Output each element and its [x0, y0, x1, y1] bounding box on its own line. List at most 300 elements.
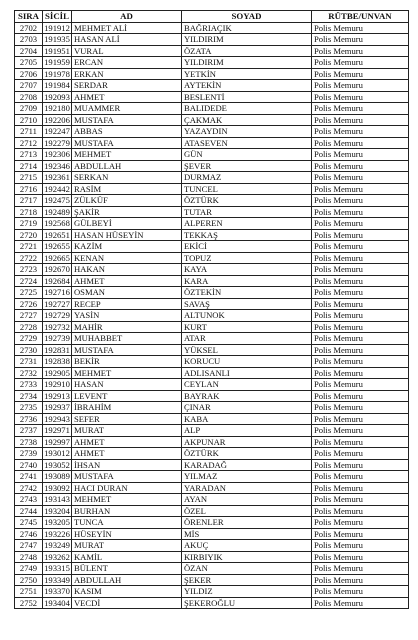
table-row — [15, 68, 409, 80]
cell-ad: SERDAR — [71, 80, 181, 92]
table-row — [15, 402, 409, 414]
table-row — [15, 321, 409, 333]
cell-sira: 2709 — [15, 103, 43, 115]
cell-rutbe: Polis Memuru — [311, 390, 408, 402]
cell-rutbe: Polis Memuru — [311, 57, 408, 69]
cell-soyad: ÖZTÜRK — [181, 195, 311, 207]
cell-sicil: 193370 — [44, 586, 70, 597]
table-row — [15, 241, 409, 253]
cell-rutbe: Polis Memuru — [311, 218, 408, 230]
table-row — [15, 356, 409, 368]
cell-rutbe: Polis Memuru — [311, 264, 408, 276]
cell-sicil: 192346 — [44, 160, 70, 171]
cell-ad: BURHAN — [71, 505, 181, 517]
cell-sira: 2725 — [15, 287, 43, 299]
cell-ad: AHMET — [71, 448, 181, 460]
cell-ad: ABDULLAH — [71, 160, 181, 172]
cell-sicil: 192665 — [44, 252, 70, 263]
cell-sicil: 192684 — [44, 275, 70, 286]
cell-rutbe: Polis Memuru — [311, 310, 408, 322]
cell-ad: RASİM — [71, 183, 181, 195]
table-row — [15, 45, 409, 57]
cell-sira: 2739 — [15, 448, 43, 460]
cell-sira: 2736 — [15, 413, 43, 425]
cell-soyad: ŞEKER — [181, 574, 311, 586]
cell-rutbe: Polis Memuru — [311, 195, 408, 207]
cell-sira: 2723 — [15, 264, 43, 276]
cell-sicil: 192475 — [44, 195, 70, 206]
cell-rutbe: Polis Memuru — [311, 321, 408, 333]
cell-sicil: 192937 — [44, 402, 70, 413]
table-row — [15, 103, 409, 115]
table-row — [15, 574, 409, 586]
cell-sicil: 192206 — [44, 114, 70, 125]
table-row — [15, 482, 409, 494]
cell-sira: 2732 — [15, 367, 43, 379]
cell-ad: HASAN — [71, 379, 181, 391]
cell-rutbe: Polis Memuru — [311, 275, 408, 287]
cell-sira: 2740 — [15, 459, 43, 471]
cell-soyad: KAYA — [181, 264, 311, 276]
cell-rutbe: Polis Memuru — [311, 172, 408, 184]
cell-ad: ABDULLAH — [71, 574, 181, 586]
cell-rutbe: Polis Memuru — [311, 114, 408, 126]
cell-ad: KASIM — [71, 586, 181, 598]
cell-soyad: YILMAZ — [181, 471, 311, 483]
cell-sira: 2737 — [15, 425, 43, 437]
cell-sicil: 193012 — [44, 448, 70, 459]
cell-ad: HASAN HÜSEYİN — [71, 229, 181, 241]
cell-sira: 2730 — [15, 344, 43, 356]
cell-sira: 2745 — [15, 517, 43, 529]
cell-ad: ERCAN — [71, 57, 181, 69]
cell-soyad: ÖZTÜRK — [181, 448, 311, 460]
cell-ad: İHSAN — [71, 459, 181, 471]
cell-soyad: YILDIRIM — [181, 57, 311, 69]
cell-rutbe: Polis Memuru — [311, 471, 408, 483]
cell-sicil: 193204 — [44, 505, 70, 516]
cell-soyad: ÖZATA — [181, 45, 311, 57]
cell-sira: 2706 — [15, 68, 43, 80]
cell-soyad: MİS — [181, 528, 311, 540]
cell-soyad: YETKİN — [181, 68, 311, 80]
cell-sira: 2733 — [15, 379, 43, 391]
cell-ad: MEHMET ALİ — [71, 22, 181, 34]
cell-sira: 2750 — [15, 574, 43, 586]
cell-sira: 2744 — [15, 505, 43, 517]
table-row — [15, 494, 409, 506]
cell-sira: 2735 — [15, 402, 43, 414]
table-row — [15, 379, 409, 391]
cell-ad: SERKAN — [71, 172, 181, 184]
cell-soyad: ŞEKEROĞLU — [181, 597, 311, 609]
cell-soyad: AKUÇ — [181, 540, 311, 552]
cell-ad: MEHMET — [71, 494, 181, 506]
cell-ad: GÜLBEYİ — [71, 218, 181, 230]
cell-rutbe: Polis Memuru — [311, 459, 408, 471]
cell-rutbe: Polis Memuru — [311, 34, 408, 46]
cell-sicil: 192716 — [44, 287, 70, 298]
table-header-row — [15, 11, 409, 23]
cell-soyad: ÖZEL — [181, 505, 311, 517]
table-row — [15, 218, 409, 230]
cell-sira: 2729 — [15, 333, 43, 345]
cell-sicil: 192670 — [44, 264, 70, 275]
cell-sicil: 192442 — [44, 183, 70, 194]
cell-soyad: KORUCU — [181, 356, 311, 368]
cell-ad: HACI DURAN — [71, 482, 181, 494]
table-row — [15, 586, 409, 598]
cell-sicil: 193205 — [44, 517, 70, 528]
cell-ad: KENAN — [71, 252, 181, 264]
cell-ad: VURAL — [71, 45, 181, 57]
cell-soyad: CEYLAN — [181, 379, 311, 391]
cell-sira: 2747 — [15, 540, 43, 552]
table-row — [15, 528, 409, 540]
cell-soyad: ALPEREN — [181, 218, 311, 230]
cell-rutbe: Polis Memuru — [311, 356, 408, 368]
cell-soyad: KARADAĞ — [181, 459, 311, 471]
cell-rutbe: Polis Memuru — [311, 528, 408, 540]
cell-sira: 2734 — [15, 390, 43, 402]
cell-rutbe: Polis Memuru — [311, 482, 408, 494]
cell-sira: 2752 — [15, 597, 43, 609]
cell-soyad: KIRBIYIK — [181, 551, 311, 563]
cell-ad: MUSTAFA — [71, 344, 181, 356]
cell-soyad: BAYRAK — [181, 390, 311, 402]
cell-ad: ABBAS — [71, 126, 181, 138]
table-row — [15, 126, 409, 138]
cell-sicil: 192739 — [44, 333, 70, 344]
cell-ad: HASAN ALİ — [71, 34, 181, 46]
cell-sicil: 192727 — [44, 298, 70, 309]
cell-sicil: 192910 — [44, 379, 70, 390]
cell-soyad: DURMAZ — [181, 172, 311, 184]
cell-ad: BEKİR — [71, 356, 181, 368]
cell-ad: AHMET — [71, 436, 181, 448]
cell-sicil: 192838 — [44, 356, 70, 367]
cell-soyad: SAVAŞ — [181, 298, 311, 310]
cell-sira: 2705 — [15, 57, 43, 69]
cell-ad: AHMET — [71, 275, 181, 287]
table-row — [15, 597, 409, 609]
cell-sira: 2742 — [15, 482, 43, 494]
cell-rutbe: Polis Memuru — [311, 505, 408, 517]
cell-rutbe: Polis Memuru — [311, 448, 408, 460]
cell-ad: YASİN — [71, 310, 181, 322]
header-sira: SIRA — [15, 11, 43, 23]
cell-ad: MUHABBET — [71, 333, 181, 345]
table-row — [15, 517, 409, 529]
cell-ad: OSMAN — [71, 287, 181, 299]
cell-sicil: 191984 — [44, 80, 70, 91]
cell-rutbe: Polis Memuru — [311, 540, 408, 552]
cell-rutbe: Polis Memuru — [311, 367, 408, 379]
cell-ad: MEHMET — [71, 367, 181, 379]
cell-rutbe: Polis Memuru — [311, 494, 408, 506]
cell-soyad: YÜKSEL — [181, 344, 311, 356]
cell-ad: MUSTAFA — [71, 137, 181, 149]
cell-sicil: 192180 — [44, 103, 70, 114]
cell-sira: 2715 — [15, 172, 43, 184]
table-row — [15, 563, 409, 575]
cell-soyad: KURT — [181, 321, 311, 333]
cell-rutbe: Polis Memuru — [311, 287, 408, 299]
cell-sira: 2716 — [15, 183, 43, 195]
cell-rutbe: Polis Memuru — [311, 425, 408, 437]
cell-sicil: 191912 — [44, 22, 70, 33]
table-row — [15, 57, 409, 69]
cell-sira: 2714 — [15, 160, 43, 172]
cell-soyad: ÇINAR — [181, 402, 311, 414]
cell-soyad: ŞEVER — [181, 160, 311, 172]
cell-sicil: 193052 — [44, 459, 70, 470]
cell-sicil: 193315 — [44, 563, 70, 574]
table-row — [15, 183, 409, 195]
cell-sicil: 193089 — [44, 471, 70, 482]
cell-soyad: KABA — [181, 413, 311, 425]
cell-soyad: ÖZAN — [181, 563, 311, 575]
cell-sira: 2749 — [15, 563, 43, 575]
cell-ad: BÜLENT — [71, 563, 181, 575]
cell-ad: TUNCA — [71, 517, 181, 529]
cell-rutbe: Polis Memuru — [311, 68, 408, 80]
cell-sira: 2702 — [15, 22, 43, 34]
cell-sicil: 192489 — [44, 206, 70, 217]
cell-rutbe: Polis Memuru — [311, 241, 408, 253]
cell-soyad: YILDIZ — [181, 586, 311, 598]
table-row — [15, 80, 409, 92]
cell-sicil: 191959 — [44, 57, 70, 68]
cell-sira: 2726 — [15, 298, 43, 310]
cell-ad: MURAT — [71, 540, 181, 552]
cell-soyad: ÖRENLER — [181, 517, 311, 529]
cell-soyad: YAZAYDIN — [181, 126, 311, 138]
cell-rutbe: Polis Memuru — [311, 91, 408, 103]
cell-sira: 2731 — [15, 356, 43, 368]
cell-sira: 2708 — [15, 91, 43, 103]
cell-sicil: 192651 — [44, 229, 70, 240]
table-row — [15, 114, 409, 126]
cell-sicil: 192729 — [44, 310, 70, 321]
cell-sicil: 192913 — [44, 390, 70, 401]
table-row — [15, 160, 409, 172]
cell-rutbe: Polis Memuru — [311, 183, 408, 195]
cell-soyad: KARA — [181, 275, 311, 287]
cell-sira: 2748 — [15, 551, 43, 563]
table-row — [15, 436, 409, 448]
cell-soyad: TEKKAŞ — [181, 229, 311, 241]
cell-sicil: 192655 — [44, 241, 70, 252]
cell-sira: 2738 — [15, 436, 43, 448]
cell-sira: 2719 — [15, 218, 43, 230]
cell-soyad: ATAR — [181, 333, 311, 345]
cell-rutbe: Polis Memuru — [311, 551, 408, 563]
cell-sicil: 193226 — [44, 528, 70, 539]
cell-rutbe: Polis Memuru — [311, 206, 408, 218]
cell-sicil: 192732 — [44, 321, 70, 332]
cell-sicil: 193262 — [44, 551, 70, 562]
table-row — [15, 425, 409, 437]
personnel-list-sheet — [14, 10, 409, 609]
cell-ad: MUSTAFA — [71, 471, 181, 483]
table-row — [15, 195, 409, 207]
cell-sicil: 192997 — [44, 436, 70, 447]
cell-soyad: BAĞRIAÇIK — [181, 22, 311, 34]
cell-soyad: YILDIRIM — [181, 34, 311, 46]
cell-soyad: BALIDEDE — [181, 103, 311, 115]
cell-sicil: 192279 — [44, 137, 70, 148]
cell-ad: VECDİ — [71, 597, 181, 609]
cell-ad: RECEP — [71, 298, 181, 310]
cell-soyad: ÇAKMAK — [181, 114, 311, 126]
cell-soyad: GÜN — [181, 149, 311, 161]
cell-ad: AHMET — [71, 91, 181, 103]
cell-rutbe: Polis Memuru — [311, 597, 408, 609]
cell-ad: KAMİL — [71, 551, 181, 563]
cell-ad: ŞAKİR — [71, 206, 181, 218]
header-ad: AD — [71, 11, 181, 23]
table-row — [15, 298, 409, 310]
cell-rutbe: Polis Memuru — [311, 563, 408, 575]
cell-sira: 2710 — [15, 114, 43, 126]
cell-rutbe: Polis Memuru — [311, 517, 408, 529]
cell-sira: 2743 — [15, 494, 43, 506]
cell-ad: MAHİR — [71, 321, 181, 333]
table-row — [15, 264, 409, 276]
table-row — [15, 471, 409, 483]
cell-rutbe: Polis Memuru — [311, 379, 408, 391]
header-sicil: SİCİL — [43, 11, 72, 23]
table-row — [15, 149, 409, 161]
cell-ad: MUAMMER — [71, 103, 181, 115]
cell-sira: 2722 — [15, 252, 43, 264]
cell-soyad: ÖZTEKİN — [181, 287, 311, 299]
cell-ad: ZÜLKÜF — [71, 195, 181, 207]
cell-rutbe: Polis Memuru — [311, 229, 408, 241]
table-row — [15, 505, 409, 517]
cell-soyad: TUNCEL — [181, 183, 311, 195]
cell-sicil: 193143 — [44, 494, 70, 505]
cell-rutbe: Polis Memuru — [311, 126, 408, 138]
cell-rutbe: Polis Memuru — [311, 149, 408, 161]
cell-sira: 2724 — [15, 275, 43, 287]
table-row — [15, 252, 409, 264]
cell-ad: MUSTAFA — [71, 114, 181, 126]
cell-rutbe: Polis Memuru — [311, 574, 408, 586]
cell-rutbe: Polis Memuru — [311, 80, 408, 92]
cell-soyad: EKİCİ — [181, 241, 311, 253]
cell-sicil: 192306 — [44, 149, 70, 160]
cell-sira: 2707 — [15, 80, 43, 92]
cell-ad: MURAT — [71, 425, 181, 437]
cell-sicil: 191935 — [44, 34, 70, 45]
cell-sicil: 193349 — [44, 574, 70, 585]
table-row — [15, 413, 409, 425]
cell-soyad: YARADAN — [181, 482, 311, 494]
cell-sira: 2711 — [15, 126, 43, 138]
table-row — [15, 344, 409, 356]
cell-soyad: ATASEVEN — [181, 137, 311, 149]
cell-sira: 2704 — [15, 45, 43, 57]
cell-sira: 2751 — [15, 586, 43, 598]
cell-ad: ERKAN — [71, 68, 181, 80]
table-row — [15, 275, 409, 287]
cell-ad: MEHMET — [71, 149, 181, 161]
table-row — [15, 287, 409, 299]
header-soyad: SOYAD — [181, 11, 311, 23]
table-row — [15, 172, 409, 184]
table-row — [15, 229, 409, 241]
table-row — [15, 333, 409, 345]
cell-rutbe: Polis Memuru — [311, 436, 408, 448]
cell-rutbe: Polis Memuru — [311, 298, 408, 310]
cell-rutbe: Polis Memuru — [311, 252, 408, 264]
cell-rutbe: Polis Memuru — [311, 333, 408, 345]
cell-sicil: 192568 — [44, 218, 70, 229]
cell-ad: LEVENT — [71, 390, 181, 402]
cell-sicil: 192247 — [44, 126, 70, 137]
cell-sira: 2728 — [15, 321, 43, 333]
cell-sira: 2703 — [15, 34, 43, 46]
cell-soyad: AKPUNAR — [181, 436, 311, 448]
cell-sicil: 191951 — [44, 45, 70, 56]
table-row — [15, 551, 409, 563]
cell-sira: 2727 — [15, 310, 43, 322]
cell-sira: 2717 — [15, 195, 43, 207]
cell-ad: HAKAN — [71, 264, 181, 276]
cell-ad: İBRAHİM — [71, 402, 181, 414]
cell-ad: KAZİM — [71, 241, 181, 253]
cell-soyad: BESLENTİ — [181, 91, 311, 103]
cell-sira: 2718 — [15, 206, 43, 218]
cell-soyad: TOPUZ — [181, 252, 311, 264]
cell-soyad: ALTUNOK — [181, 310, 311, 322]
cell-rutbe: Polis Memuru — [311, 413, 408, 425]
table-row — [15, 22, 409, 34]
cell-sira: 2741 — [15, 471, 43, 483]
cell-ad: SEFER — [71, 413, 181, 425]
cell-sicil: 193249 — [44, 540, 70, 551]
table-row — [15, 448, 409, 460]
cell-rutbe: Polis Memuru — [311, 402, 408, 414]
cell-sira: 2720 — [15, 229, 43, 241]
table-row — [15, 459, 409, 471]
cell-sira: 2721 — [15, 241, 43, 253]
cell-sicil: 192905 — [44, 367, 70, 378]
cell-soyad: ADLISANLI — [181, 367, 311, 379]
cell-sira: 2746 — [15, 528, 43, 540]
cell-sira: 2712 — [15, 137, 43, 149]
cell-soyad: AYAN — [181, 494, 311, 506]
cell-rutbe: Polis Memuru — [311, 586, 408, 598]
header-rutbe: RÜTBE/UNVAN — [311, 11, 408, 23]
cell-sicil: 191978 — [44, 68, 70, 79]
cell-sicil: 192093 — [44, 91, 70, 102]
cell-rutbe: Polis Memuru — [311, 45, 408, 57]
cell-rutbe: Polis Memuru — [311, 103, 408, 115]
table-row — [15, 367, 409, 379]
cell-ad: HÜSEYİN — [71, 528, 181, 540]
table-row — [15, 310, 409, 322]
table-row — [15, 206, 409, 218]
cell-soyad: AYTEKİN — [181, 80, 311, 92]
table-row — [15, 390, 409, 402]
cell-sicil: 192943 — [44, 413, 70, 424]
cell-rutbe: Polis Memuru — [311, 22, 408, 34]
personnel-table — [14, 10, 409, 609]
cell-sicil: 193092 — [44, 482, 70, 493]
